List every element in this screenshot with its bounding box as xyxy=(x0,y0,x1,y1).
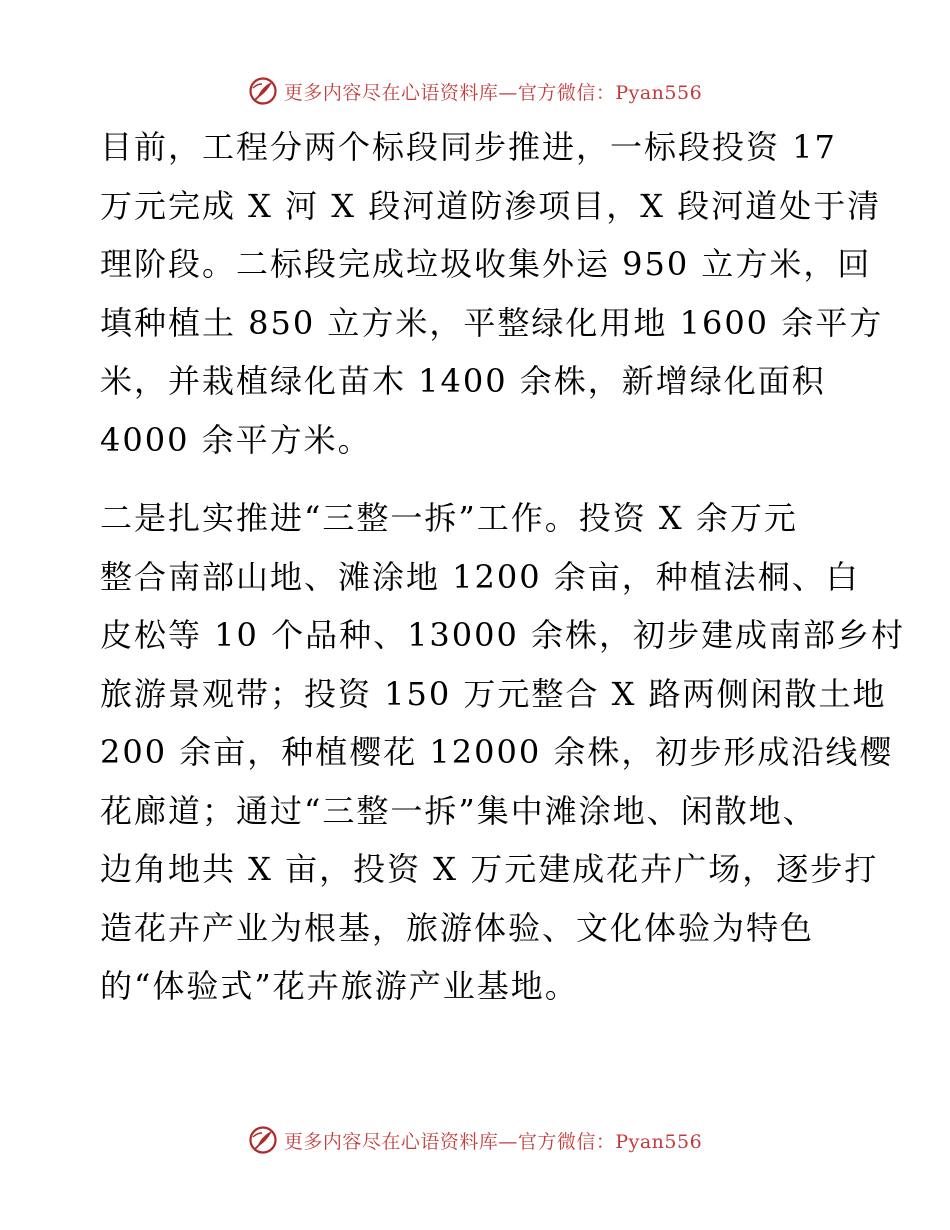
header-banner-text: 更多内容尽在心语资料库—官方微信：Pyan556 xyxy=(283,81,703,104)
text-line: 皮松等 10 个品种、13000 余株，初步建成南部乡村 xyxy=(100,616,906,654)
footer-banner xyxy=(0,1120,950,1160)
text-line: 200 余亩，种植樱花 12000 余株，初步形成沿线樱 xyxy=(100,733,894,771)
text-line: 米，并栽植绿化苗木 1400 余株，新增绿化面积 xyxy=(100,362,826,400)
text-line: 整合南部山地、滩涂地 1200 余亩，种植法桐、白 xyxy=(100,557,860,596)
text-line: 目前，工程分两个标段同步推进，一标段投资 17 xyxy=(100,128,837,166)
text-line: 填种植土 850 立方米，平整绿化用地 1600 余平方 xyxy=(100,303,884,342)
text-line: 万元完成 X 河 X 段河道防渗项目，X 段河道处于清 xyxy=(100,186,882,225)
document-body xyxy=(100,118,906,1016)
paragraph-three-consolidation xyxy=(100,489,906,1016)
text-line: 花廊道；通过“三整一拆”集中滩涂地、闲散地、 xyxy=(100,791,817,830)
text-line: 4000 余平方米。 xyxy=(100,420,372,459)
quill-pen-logo-icon xyxy=(248,1125,278,1155)
text-line: 二是扎实推进“三整一拆”工作。投资 X 余万元 xyxy=(100,499,798,537)
paragraph-project-progress xyxy=(100,118,884,469)
text-line: 的“体验式”花卉旅游产业基地。 xyxy=(100,967,579,1005)
footer-banner-text: 更多内容尽在心语资料库—官方微信：Pyan556 xyxy=(283,1130,703,1153)
text-line: 旅游景观带；投资 150 万元整合 X 路两侧闲散土地 xyxy=(100,674,887,713)
text-line: 边角地共 X 亩，投资 X 万元建成花卉广场，逐步打 xyxy=(100,850,879,888)
text-line: 理阶段。二标段完成垃圾收集外运 950 立方米，回 xyxy=(100,245,872,283)
text-line: 造花卉产业为根基，旅游体验、文化体验为特色 xyxy=(100,908,815,947)
quill-pen-logo-icon xyxy=(248,76,278,106)
header-banner xyxy=(0,71,950,111)
